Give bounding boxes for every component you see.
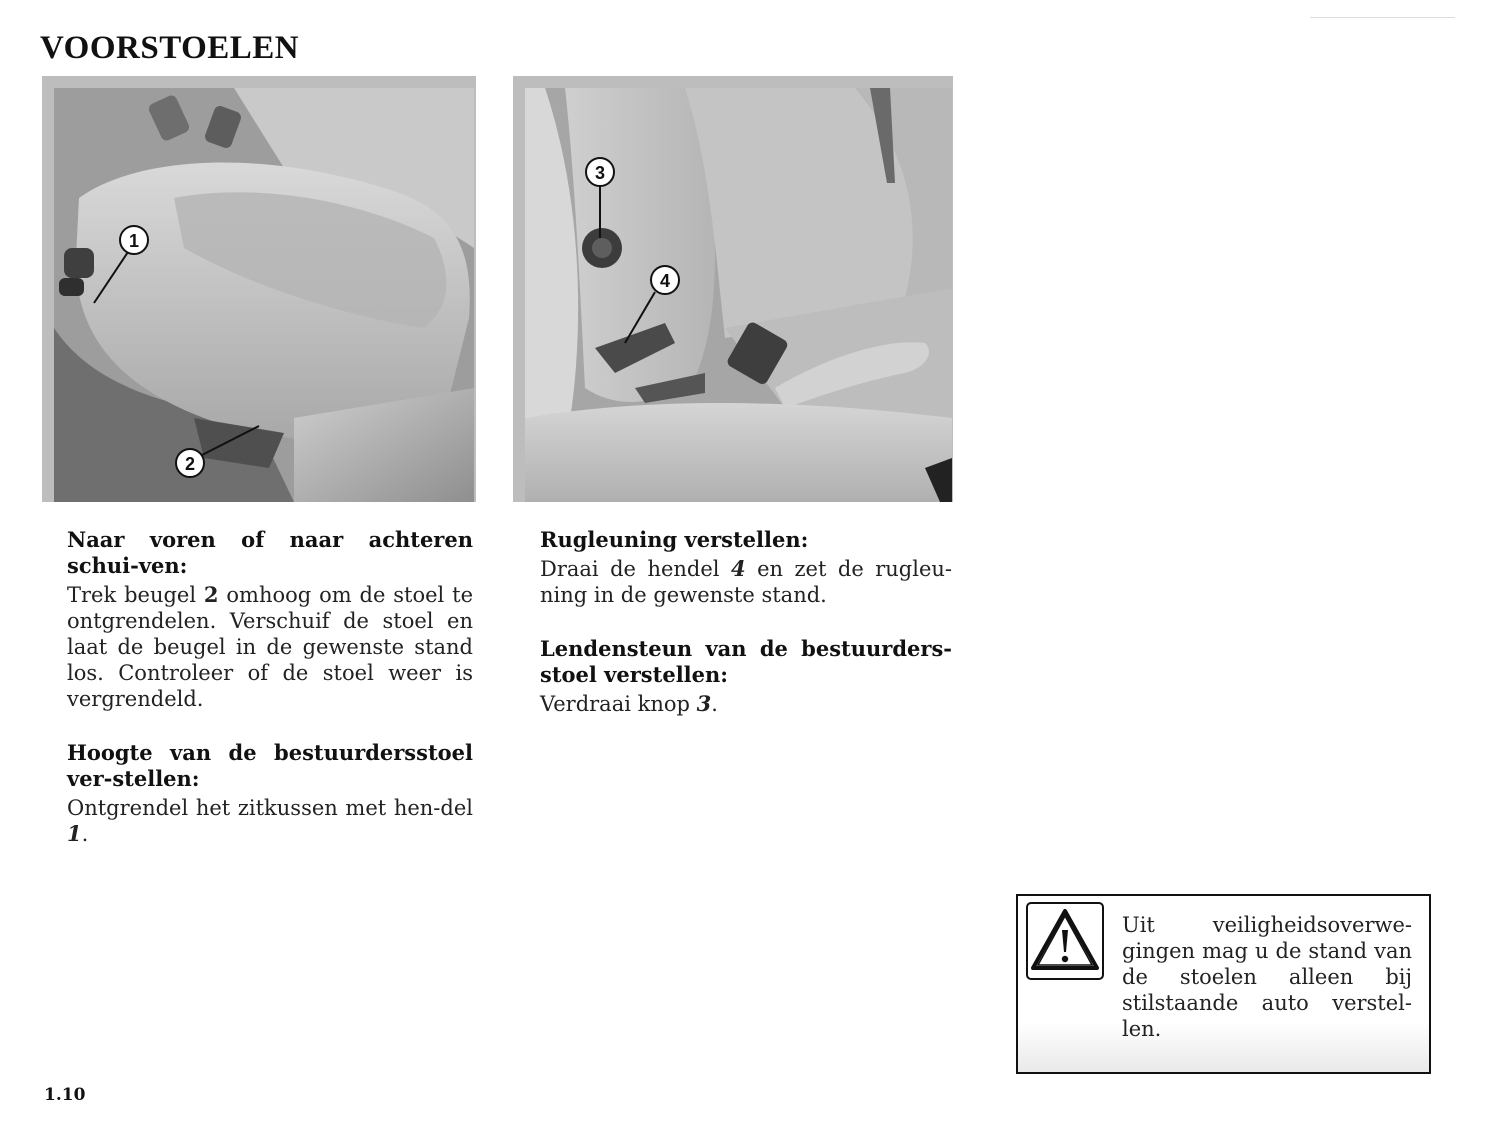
heading-backrest: Rugleuning verstellen: <box>540 527 809 552</box>
page-title: VOORSTOELEN <box>40 30 300 66</box>
heading-slide-seat: Naar voren of naar achteren schui-ven: <box>67 527 473 578</box>
section-seat-height <box>67 740 473 847</box>
ref-knob-3: 3 <box>696 691 712 716</box>
callout-4: 4 <box>659 271 671 291</box>
page-number: 1.10 <box>44 1085 86 1105</box>
body-slide-seat: Trek beugel 2 omhoog om de stoel te ontgrendelen. Verschuif de stoel en laat de beugel in de gewenste stand los. Controleer of de stoel weer is vergrendeld. <box>67 582 474 711</box>
warning-text: Uit veiligheidsoverwe-gingen mag u de stand van de stoelen alleen bij stilstaande auto verstel-len. <box>1122 913 1412 1041</box>
callout-1: 1 <box>128 231 140 251</box>
left-text-column <box>67 527 473 875</box>
warning-triangle-icon <box>1026 902 1104 980</box>
warning-box <box>1016 894 1431 1074</box>
ref-lever-1: 1 <box>67 821 82 846</box>
right-text-column <box>540 527 952 745</box>
ref-lever-2: 2 <box>203 582 219 607</box>
section-backrest <box>540 527 952 608</box>
right-callouts <box>525 88 952 502</box>
section-lumbar <box>540 636 952 717</box>
callout-3: 3 <box>594 163 606 183</box>
heading-lumbar: Lendensteun van de bestuurders-stoel verstellen: <box>540 636 952 687</box>
body-lumbar: Verdraai knop 3. <box>540 691 718 716</box>
callout-2: 2 <box>184 454 196 474</box>
section-slide-seat <box>67 527 473 712</box>
left-callouts <box>54 88 474 502</box>
ref-lever-4: 4 <box>730 556 746 581</box>
top-rule <box>1310 17 1455 18</box>
body-backrest: Draai de hendel 4 en zet de rugleu-ning in de gewenste stand. <box>540 556 953 607</box>
heading-seat-height: Hoogte van de bestuurdersstoel ver-stellen: <box>67 740 473 791</box>
body-seat-height: Ontgrendel het zitkussen met hen-del 1. <box>67 796 473 846</box>
